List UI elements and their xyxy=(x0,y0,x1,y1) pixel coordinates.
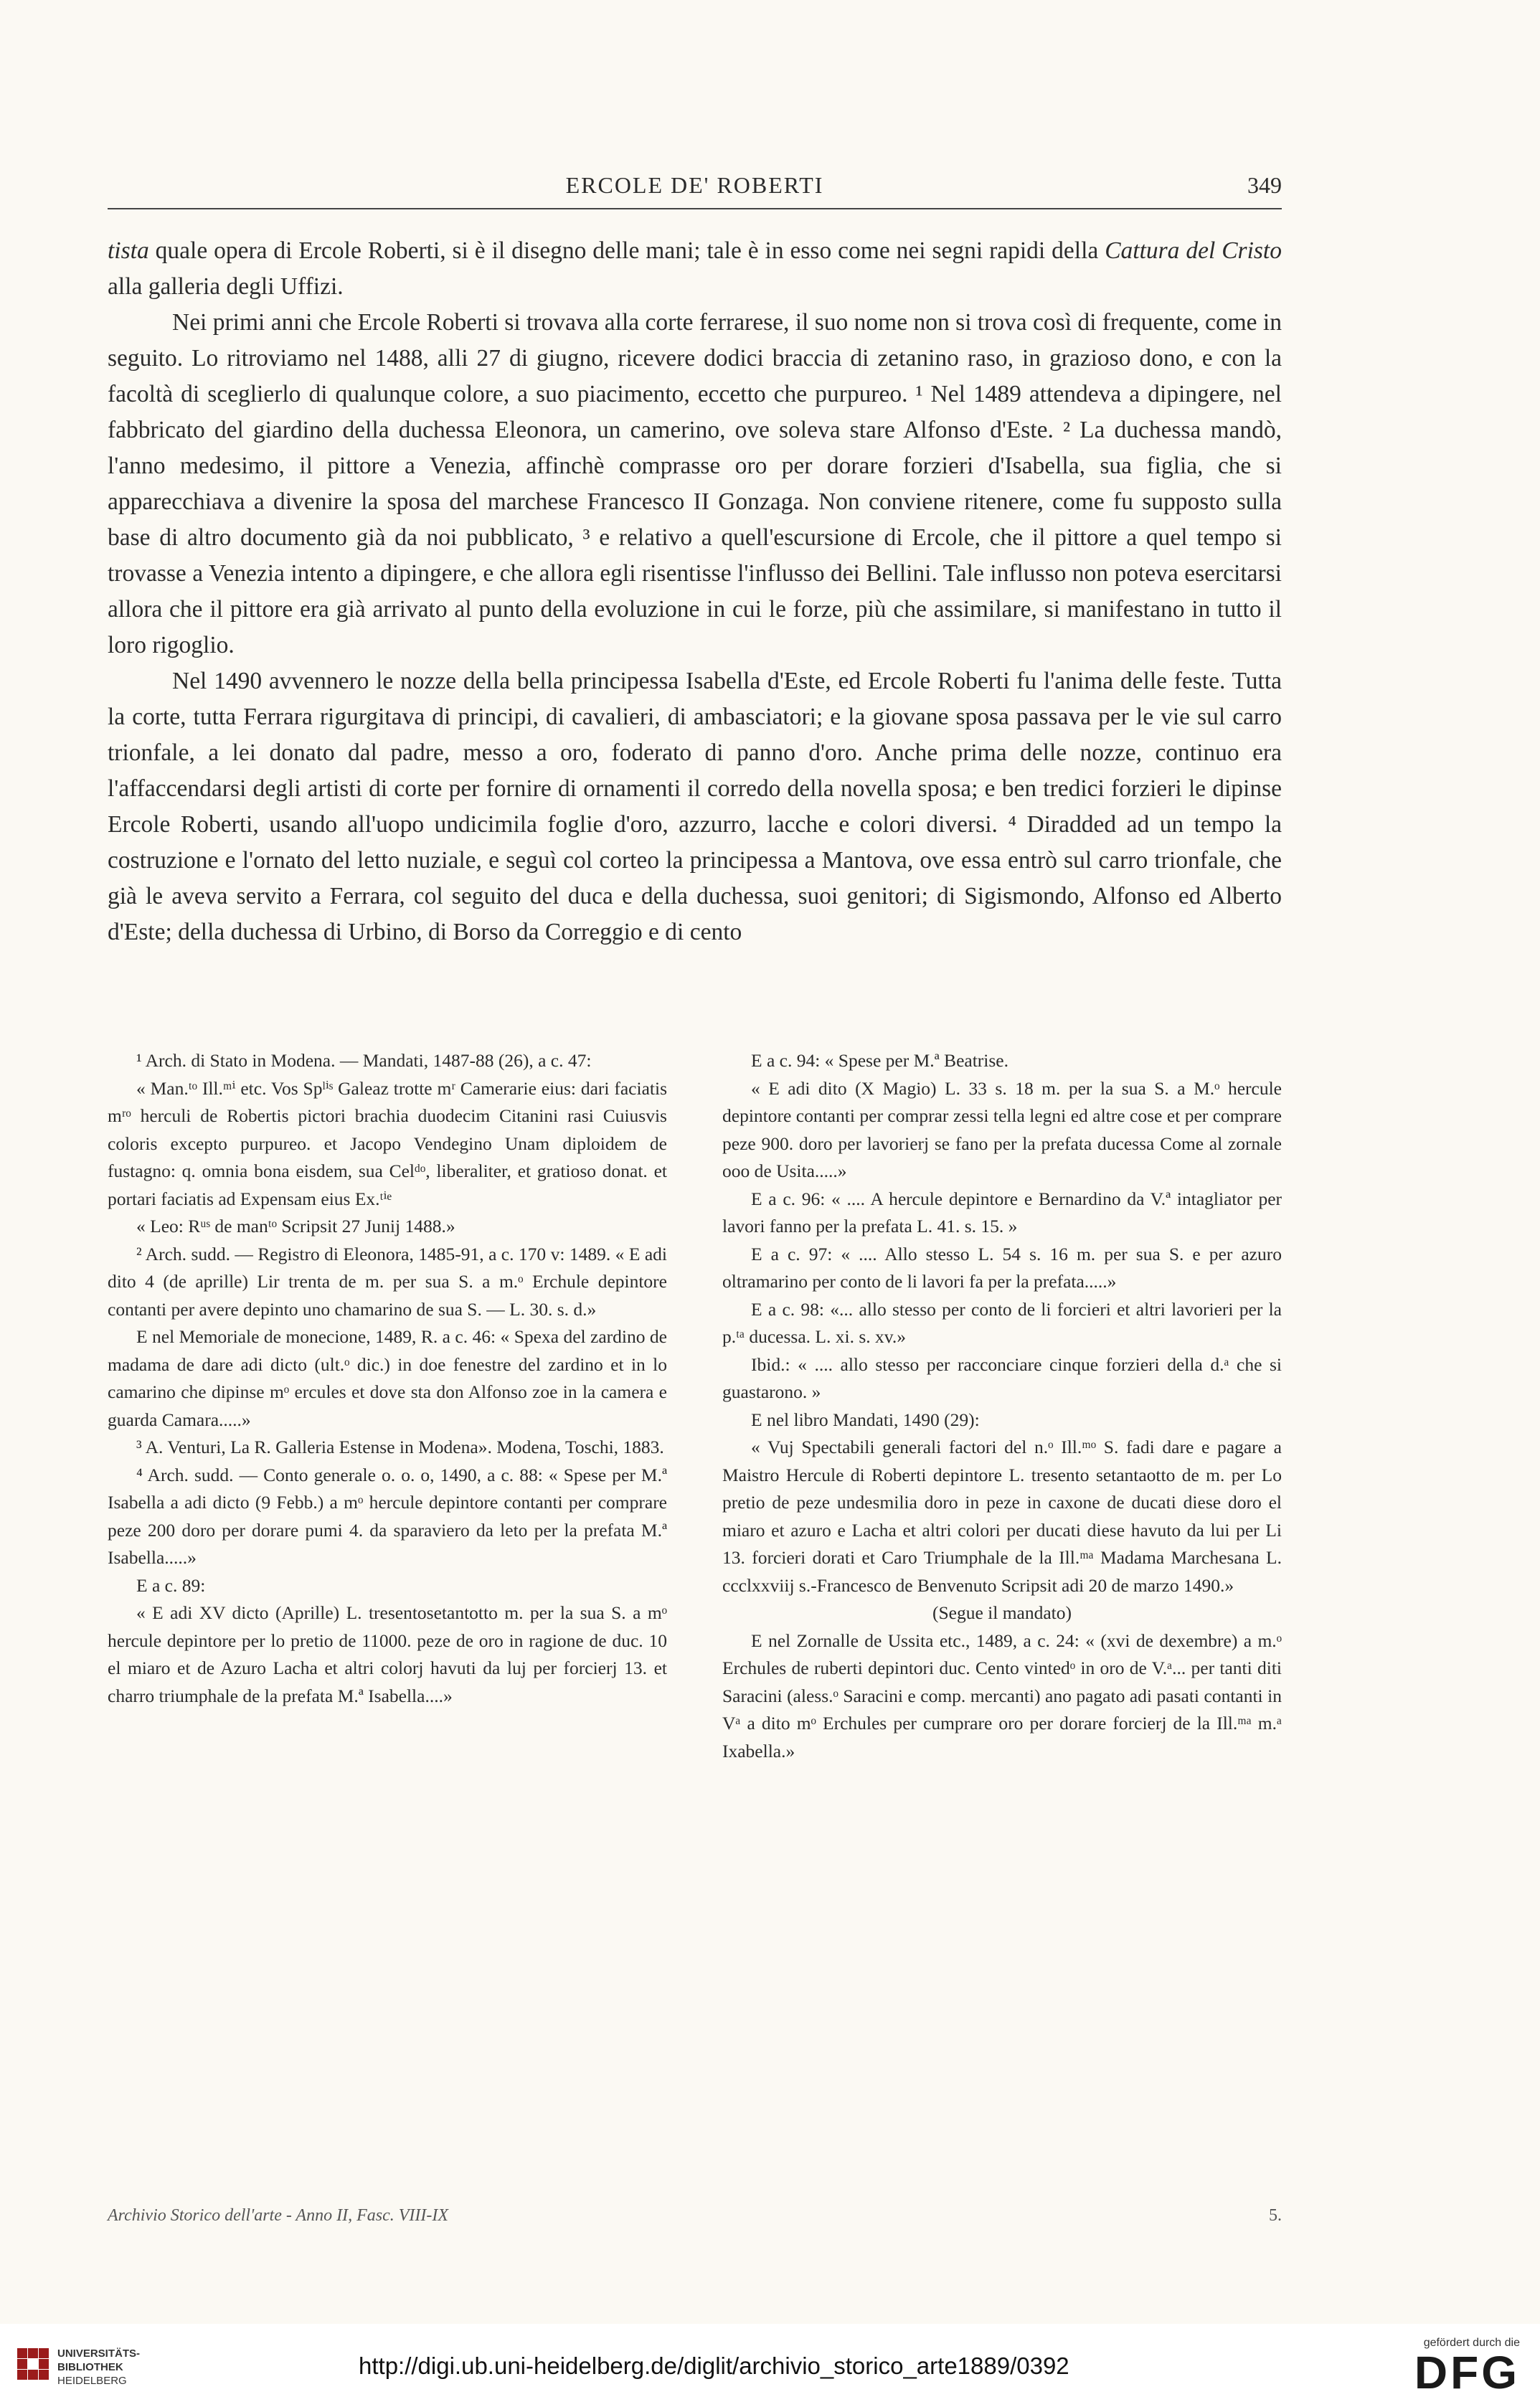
footnote: « Leo: Rᵘˢ de manᵗᵒ Scripsit 27 Junij 1488.» xyxy=(136,1216,455,1236)
footnote: E a c. 98: «... allo stesso per conto de li forcieri et altri lavorieri per la p.ᵗᵃ ducessa. L. xi. s. xv.» xyxy=(722,1298,1282,1347)
footnotes-left-column xyxy=(108,1047,667,1710)
library-logo[interactable] xyxy=(17,2344,182,2394)
footnote: « E adi dito (X Magio) L. 33 s. 18 m. per la sua S. a M.ᵒ hercule depintore contanti per comprar zessi tella legni ed altre cose et per comprare peze 900. doro per lavorierj se fano per la prefata ducessa Come al zornale ooo de Usita.....» xyxy=(722,1077,1282,1181)
library-name-line: UNIVERSITÄTS- xyxy=(57,2347,141,2360)
paragraph-3: Nel 1490 avvennero le nozze della bella principessa Isabella d'Este, ed Ercole Roberti fu l'anima delle feste. Tutta la corte, tutta Ferrara rigurgitava di principi, di cavalieri, di ambasciatori; e la giovane sposa passava per le vie sul carro trionfale, a lei donato dal padre, messo a oro, foderato di panno d'oro. Anche prima delle nozze, continuo era l'affaccendarsi degli artisti di corte per fornire di ornamenti il corredo della novella sposa; e ben tredici forzieri le dipinse Ercole Roberti, usando all'uopo undicimila foglie d'oro, azzurro, lacche e colori diversi. ⁴ Diradded ad un tempo la costruzione e l'ornato del letto nuziale, e seguì col corteo la principessa a Mantova, ove essa entrò sul carro trionfale, che già le aveva servito a Ferrara, col seguito del duca e della duchessa, suoi genitori; di Sigismondo, Alfonso ed Alberto d'Este; della duchessa di Urbino, di Borso da Correggio e di cento xyxy=(108,668,1282,945)
footnote: E nel Zornalle de Ussita etc., 1489, a c. 24: « (xvi de dexembre) a m.ᵒ Erchules de ruberti depintori duc. Cento vintedᵒ in oro de V.ᵃ... per tanti diti Saracini (aless.ᵒ Saracini e comp. mercanti) ano pagato adi pasati contanti in Vᵃ a dito mᵒ Erchules per cumprare oro per dorare forcierj de la Ill.ᵐᵃ m.ᵃ Ixabella.» xyxy=(722,1630,1282,1761)
sponsor-block[interactable] xyxy=(1376,2337,1520,2396)
library-name-line: HEIDELBERG xyxy=(57,2375,127,2387)
permalink-url[interactable]: http://digi.ub.uni-heidelberg.de/diglit/archivio_storico_arte1889/0392 xyxy=(359,2352,1069,2379)
footnotes xyxy=(108,1047,1282,2058)
footnote: E a c. 94: « Spese per M.ª Beatrise. xyxy=(751,1050,1008,1071)
artwork-title: Cattura del Cristo xyxy=(1105,237,1282,264)
footnote: ³ A. Venturi, La R. Galleria Estense in Modena». Modena, Toschi, 1883. xyxy=(136,1437,664,1457)
journal-reference: Archivio Storico dell'arte - Anno II, Fasc. VIII-IX xyxy=(108,2206,448,2225)
sponsor-label: gefördert durch die xyxy=(1423,2337,1520,2349)
page-number: 349 xyxy=(1247,172,1282,198)
footnote: (Segue il mandato) xyxy=(932,1602,1072,1623)
footnote: ⁴ Arch. sudd. — Conto generale o. o. o, 1490, a c. 88: « Spese per M.ª Isabella a adi dicto (9 Febb.) a mᵒ hercule depintore contanti per comprare peze 200 doro per dorare pumi 4. da sparaviero da leto per la prefata M.ª Isabella.....» xyxy=(108,1464,667,1568)
footnote: E a c. 97: « .... Allo stesso L. 54 s. 16 m. per sua S. e per azuro oltramarino per conto de li lavori fa per la prefata.....» xyxy=(722,1243,1282,1292)
running-title: ERCOLE DE' ROBERTI xyxy=(565,172,824,198)
library-name xyxy=(57,2347,140,2388)
page-footer xyxy=(108,2206,1282,2226)
footnotes-right-column xyxy=(722,1047,1282,1765)
footnote: « Vuj Spectabili generali factori del n.ᵒ Ill.ᵐᵒ S. fadi dare e pagare a Maistro Hercule di Roberti depintore L. tresento setantaotto de m. per Lo pretio de peze undesmilia doro in peze in caxone de ducati diese doro el miaro et azuro e Lacha et altri colori per ducati diese havuto da lui per Li 13. forcieri dorati et Caro Triumphale de la Ill.ᵐᵃ Madama Marchesana L. ccclxxviij s.-Francesco de Benvenuto Scripsit adi 20 de marzo 1490.» xyxy=(722,1437,1282,1596)
paragraph-1 xyxy=(108,233,1282,305)
footnote: Ibid.: « .... allo stesso per racconciare cinque forzieri della d.ᵃ che si guastarono. » xyxy=(722,1353,1282,1402)
library-logo-icon xyxy=(17,2348,49,2387)
footnote: E nel libro Mandati, 1490 (29): xyxy=(751,1409,980,1430)
paragraph-2: Nei primi anni che Ercole Roberti si trovava alla corte ferrarese, il suo nome non si trova così di frequente, come in seguito. Lo ritroviamo nel 1488, alli 27 di giugno, ricevere dodici braccia di zetanino raso, in grazioso dono, e con la facoltà di sceglierlo di qualunque colore, a suo piacimento, eccetto che purpureo. ¹ Nel 1489 attendeva a dipingere, nel fabbricato del giardino della duchessa Eleonora, un camerino, ove soleva stare Alfonso d'Este. ² La duchessa mandò, l'anno medesimo, il pittore a Venezia, affinchè comprasse oro per dorare forzieri d'Isabella, sua figlia, che si apparecchiava a divenire la sposa del marchese Francesco II Gonzaga. Non conviene ritenere, come fu supposto sulla base di altro documento già da noi pubblicato, ³ e relativo a quell'escursione di Ercole, che il pittore a quel tempo si trovasse a Venezia intento a dipingere, e che allora egli risentisse l'influsso dei Bellini. Tale influsso non poteva esercitarsi allora che il pittore era già arrivato al punto della evoluzione in cui le forze, più che assimilare, si manifestano in tutto il loro rigoglio. xyxy=(108,309,1282,658)
main-text xyxy=(108,233,1282,950)
footnote: ² Arch. sudd. — Registro di Eleonora, 1485-91, a c. 170 v: 1489. « E adi dito 4 (de aprille) Lir trenta de m. per sua S. a m.ᵒ Erchule depintore contanti per avere depinto uno chamarino de sua S. — L. 30. s. d.» xyxy=(108,1243,667,1320)
library-name-line: BIBLIOTHEK xyxy=(57,2361,123,2373)
italic-word: tista xyxy=(108,237,149,264)
footnote: « E adi XV dicto (Aprille) L. tresentosetantotto m. per la sua S. a mᵒ hercule depintore per lo pretio de 11000. peze de oro in ragione de duc. 10 el miaro et de Azuro Lacha et altri colorj havuti da luj per forcierj 13. et charro triumphale de la prefata M.ª Isabella....» xyxy=(108,1602,667,1706)
footnote: E a c. 89: xyxy=(136,1574,206,1596)
paragraph-text: alla galleria degli Uffizi. xyxy=(108,273,344,300)
footnote: E nel Memoriale de monecione, 1489, R. a c. 46: « Spexa del zardino de madama de dare adi dicto (ult.ᵒ dic.) in doe fenestre del zardino et in lo camarino che dipinse mᵒ ercules et dove sta don Alfonso zoe in la camera e guarda Camara.....» xyxy=(108,1326,667,1430)
footnote: E a c. 96: « .... A hercule depintore e Bernardino da V.ª intagliator per lavori fanno per la prefata L. 41. s. 15. » xyxy=(722,1188,1282,1236)
header-rule xyxy=(108,208,1282,209)
signature-mark: 5. xyxy=(1269,2206,1282,2225)
footnote: « Man.ᵗᵒ Ill.ᵐⁱ etc. Vos Spˡⁱˢ Galeaz trotte mʳ Camerarie eius: dari faciatis mʳᵒ herculi de Robertis pictori brachia duodecim Citanini rasi Cuiusvis coloris excepto purpureo. et Jacopo Vendegino Unam diploidem de fustagno: q. omnia bona eisdem, sua Celᵈᵒ, liberaliter, et gratioso donat. et portari faciatis ad Expensam eius Ex.ᵗⁱᵉ xyxy=(108,1077,667,1209)
paragraph-text: quale opera di Ercole Roberti, si è il disegno delle mani; tale è in esso come nei segni rapidi della xyxy=(148,237,1105,264)
footnote: ¹ Arch. di Stato in Modena. — Mandati, 1487-88 (26), a c. 47: xyxy=(136,1050,592,1071)
dfg-logo: DFG xyxy=(1414,2347,1520,2398)
